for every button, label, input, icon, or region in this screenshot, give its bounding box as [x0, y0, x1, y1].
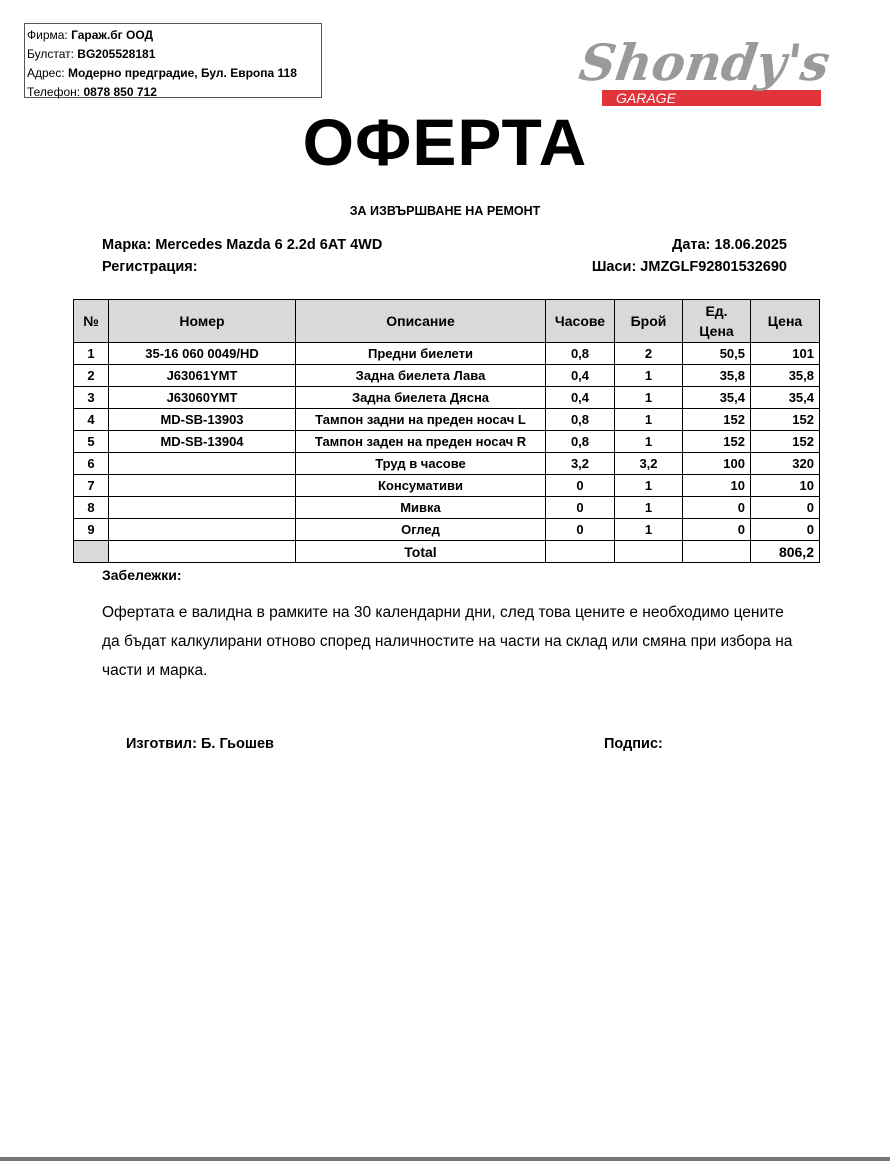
cell-unit-price: 0 [683, 519, 751, 541]
cell-number: 1 [74, 343, 109, 365]
cell-description: Оглед [296, 519, 546, 541]
cell-part-number: MD-SB-13903 [109, 409, 296, 431]
cell-description: Консумативи [296, 475, 546, 497]
logo-tagline: GARAGE [616, 90, 676, 106]
cell-part-number [109, 475, 296, 497]
table-row [74, 475, 820, 497]
cell-quantity: 1 [615, 431, 683, 453]
cell-price: 0 [751, 497, 820, 519]
cell-description: Труд в часове [296, 453, 546, 475]
prepared-by: Изготвил: Б. Гьошев [126, 736, 274, 752]
cell-quantity: 1 [615, 409, 683, 431]
table-row [74, 409, 820, 431]
signature-label: Подпис: [604, 736, 663, 752]
header-part-number: Номер [109, 300, 296, 343]
total-label: Total [296, 541, 546, 563]
header-quantity: Брой [615, 300, 683, 343]
header-description: Описание [296, 300, 546, 343]
cell-quantity: 1 [615, 475, 683, 497]
cell-number: 3 [74, 387, 109, 409]
logo-name: Shondy's [575, 33, 834, 92]
cell-unit-price: 152 [683, 431, 751, 453]
cell-hours: 0 [546, 497, 615, 519]
table-row [74, 431, 820, 453]
cell-part-number [109, 519, 296, 541]
header-hours: Часове [546, 300, 615, 343]
cell-hours: 0,8 [546, 409, 615, 431]
cell-quantity: 2 [615, 343, 683, 365]
cell-unit-price: 35,4 [683, 387, 751, 409]
total-empty-cell [74, 541, 109, 563]
company-bulstat: Булстат: BG205528181 [27, 47, 156, 61]
table-row [74, 519, 820, 541]
notes-label: Забележки: [102, 567, 182, 583]
vehicle-make: Марка: Mercedes Mazda 6 2.2d 6AT 4WD [102, 237, 383, 253]
cell-hours: 0,8 [546, 431, 615, 453]
total-value: 806,2 [751, 541, 820, 563]
total-empty-cell [683, 541, 751, 563]
company-phone: Телефон: 0878 850 712 [27, 85, 157, 99]
cell-unit-price: 100 [683, 453, 751, 475]
cell-price: 35,4 [751, 387, 820, 409]
company-address: Адрес: Модерно предградие, Бул. Европа 118 [27, 66, 297, 80]
cell-quantity: 1 [615, 497, 683, 519]
cell-number: 7 [74, 475, 109, 497]
cell-part-number [109, 453, 296, 475]
cell-hours: 0,4 [546, 387, 615, 409]
cell-part-number: 35-16 060 0049/HD [109, 343, 296, 365]
notes-text: Офертата е валидна в рамките на 30 календарни дни, след това цените е необходимо цените да бъдат калкулирани отново според наличностите на части на склад или смяна при избора на части и марка. [102, 604, 793, 679]
cell-price: 101 [751, 343, 820, 365]
cell-description: Тампон задни на преден носач L [296, 409, 546, 431]
cell-number: 5 [74, 431, 109, 453]
table-row [74, 497, 820, 519]
cell-number: 9 [74, 519, 109, 541]
header-price: Цена [751, 300, 820, 343]
table-row [74, 365, 820, 387]
cell-part-number: J63060YMT [109, 387, 296, 409]
cell-price: 0 [751, 519, 820, 541]
cell-price: 35,8 [751, 365, 820, 387]
document-title: ОФЕРТА [302, 105, 588, 179]
cell-hours: 0,8 [546, 343, 615, 365]
cell-price: 10 [751, 475, 820, 497]
cell-hours: 0,4 [546, 365, 615, 387]
cell-part-number: MD-SB-13904 [109, 431, 296, 453]
cell-number: 4 [74, 409, 109, 431]
cell-unit-price: 0 [683, 497, 751, 519]
cell-price: 320 [751, 453, 820, 475]
table-row [74, 387, 820, 409]
table-header-row [74, 300, 820, 343]
cell-description: Предни биелети [296, 343, 546, 365]
cell-number: 8 [74, 497, 109, 519]
header-unit-price: Ед. Цена [683, 300, 751, 343]
total-empty-cell [546, 541, 615, 563]
cell-hours: 3,2 [546, 453, 615, 475]
document-subtitle: ЗА ИЗВЪРШВАНЕ НА РЕМОНТ [349, 204, 541, 218]
page-bottom-rule [0, 1157, 890, 1161]
table-row [74, 453, 820, 475]
cell-description: Мивка [296, 497, 546, 519]
company-firm: Фирма: Гараж.бг ООД [27, 28, 154, 42]
cell-quantity: 3,2 [615, 453, 683, 475]
cell-price: 152 [751, 431, 820, 453]
total-empty-cell [615, 541, 683, 563]
header-number: № [74, 300, 109, 343]
cell-quantity: 1 [615, 387, 683, 409]
table-row [74, 343, 820, 365]
cell-description: Тампон заден на преден носач R [296, 431, 546, 453]
cell-unit-price: 10 [683, 475, 751, 497]
cell-unit-price: 50,5 [683, 343, 751, 365]
cell-number: 6 [74, 453, 109, 475]
cell-hours: 0 [546, 519, 615, 541]
company-info-box [24, 23, 322, 98]
cell-quantity: 1 [615, 365, 683, 387]
vehicle-registration: Регистрация: [102, 259, 198, 275]
offer-items-table [73, 299, 820, 563]
cell-price: 152 [751, 409, 820, 431]
cell-part-number: J63061YMT [109, 365, 296, 387]
cell-unit-price: 152 [683, 409, 751, 431]
table-total-row [74, 541, 820, 563]
total-empty-cell [109, 541, 296, 563]
cell-description: Задна биелета Лава [296, 365, 546, 387]
vehicle-chassis: Шаси: JMZGLF92801532690 [591, 259, 787, 275]
cell-number: 2 [74, 365, 109, 387]
cell-part-number [109, 497, 296, 519]
cell-hours: 0 [546, 475, 615, 497]
shondys-garage-logo [575, 24, 834, 108]
cell-unit-price: 35,8 [683, 365, 751, 387]
cell-description: Задна биелета Дясна [296, 387, 546, 409]
offer-date: Дата: 18.06.2025 [672, 237, 787, 253]
cell-quantity: 1 [615, 519, 683, 541]
